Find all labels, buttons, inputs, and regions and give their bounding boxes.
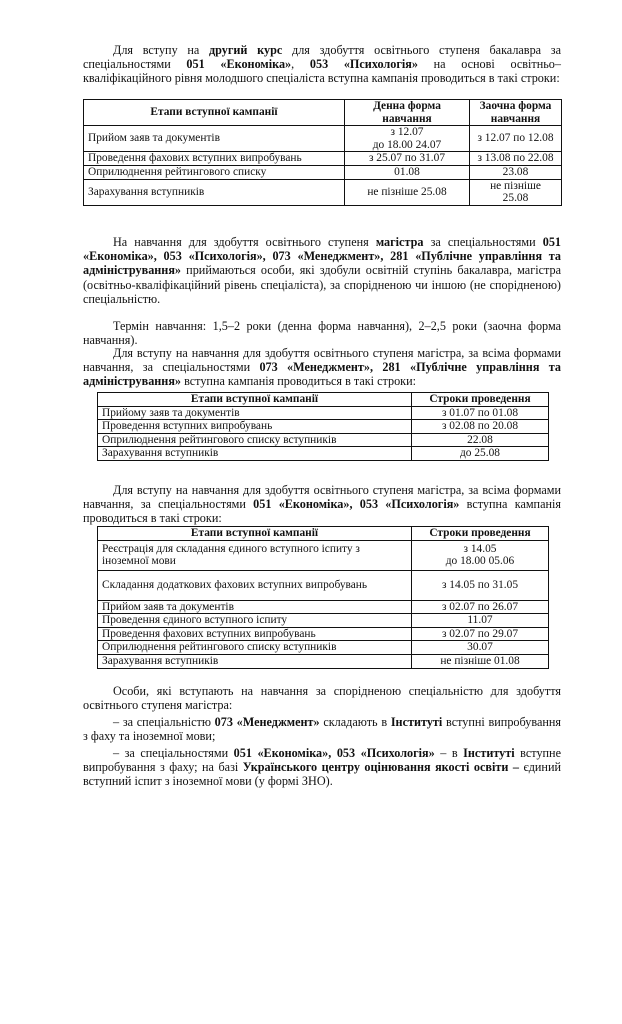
specialties-list: 051 «Економіка», 053 «Психологія» (253, 497, 460, 512)
text: На навчання для здобуття освітнього ступеня (113, 235, 376, 249)
cell-stage: Проведення фахових вступних випробувань (84, 152, 345, 166)
table-row (98, 540, 549, 570)
text: , (291, 57, 310, 72)
text: Особи, які вступають на навчання за спорідненою спеціальністю для здобуття освітнього ступеня магістра: (83, 684, 561, 713)
text: Термін навчання: 1,5–2 роки (денна форма навчання), 2–2,5 роки (заочна форма навчання). (83, 319, 561, 348)
paragraph-econ-psych-exams (83, 746, 561, 789)
specialties-list: 051 «Економіка», 053 «Психологія», 073 «Менеджмент», 281 «Публічне управління та адміністрування» (83, 235, 561, 278)
table-master-econ-psych-schedule (97, 526, 549, 669)
cell-dates: з 02.08 по 20.08 (412, 420, 549, 434)
text-institute: Інституті (390, 715, 443, 729)
table-row (98, 570, 549, 600)
cell-dates: з 02.07 по 29.07 (412, 627, 549, 641)
table-row (84, 152, 562, 166)
table-header-row (84, 100, 562, 126)
cell-full-time: з 25.07 по 31.07 (345, 152, 470, 166)
table-header-row (98, 393, 549, 407)
table-row (98, 433, 549, 447)
header-full-time: Денна форма навчання (345, 100, 470, 126)
text: – за спеціальностями (113, 746, 234, 760)
table-row (84, 179, 562, 205)
cell-stage: Проведення вступних випробувань (98, 420, 412, 434)
cell-part-time: не пізніше 25.08 (470, 179, 562, 205)
cell-full-time: не пізніше 25.08 (345, 179, 470, 205)
table-master-management-schedule (97, 392, 549, 461)
cell-stage: Прийому заяв та документів (98, 406, 412, 420)
text: Для вступу на навчання для здобуття освітнього ступеня магістра, за всіма формами навчання, за спеціальностями (83, 483, 561, 512)
table-row (98, 447, 549, 461)
table-row (84, 126, 562, 152)
text: єдиний вступний іспит з іноземної мови (у формі ЗНО). (83, 760, 562, 789)
cell-stage: Проведення єдиного вступного іспиту (98, 614, 412, 628)
cell-stage: Складання додаткових фахових вступних випробувань (98, 570, 412, 600)
paragraph-bachelor-second-year (83, 43, 561, 86)
header-stages: Етапи вступної кампанії (84, 100, 345, 126)
text: Для вступу на навчання для здобуття освітнього ступеня магістра, за всіма формами навчання, за спеціальностями (83, 346, 561, 375)
paragraph-master-management (83, 346, 561, 389)
table-row (98, 627, 549, 641)
cell-stage: Прийом заяв та документів (98, 600, 412, 614)
cell-stage: Зарахування вступників (84, 179, 345, 205)
header-stages: Етапи вступної кампанії (98, 527, 412, 541)
header-dates: Строки проведення (412, 527, 549, 541)
paragraph-master-admission (83, 235, 561, 306)
text: за спеціальностями (423, 235, 543, 249)
table-row (98, 406, 549, 420)
cell-dates: з 14.05 до 18.00 05.06 (412, 540, 549, 570)
cell-dates: 11.07 (412, 614, 549, 628)
cell-stage: Зарахування вступників (98, 447, 412, 461)
cell-part-time: з 13.08 по 22.08 (470, 152, 562, 166)
cell-stage: Реєстрація для складання єдиного вступного іспиту з іноземної мови (98, 540, 412, 570)
cell-stage: Оприлюднення рейтингового списку (84, 165, 345, 179)
header-dates: Строки проведення (412, 393, 549, 407)
cell-dates: з 01.07 по 01.08 (412, 406, 549, 420)
text: – за спеціальністю (113, 715, 215, 729)
header-stages: Етапи вступної кампанії (98, 393, 412, 407)
text: – в (434, 746, 464, 760)
text: вступна кампанія проводиться в такі строки: (83, 497, 562, 526)
text-testing-center: Українського центру оцінювання якості освіти – (242, 760, 519, 775)
paragraph-management-exams (83, 715, 561, 743)
text: вступна кампанія проводиться в такі строки: (181, 374, 417, 389)
text: вступні випробування з фаху та іноземної мови; (83, 715, 561, 744)
paragraph-master-economics-psychology (83, 483, 561, 526)
specialties-list: 073 «Менеджмент», 281 «Публічне управління та адміністрування» (83, 360, 561, 389)
text: для здобуття освітнього ступеня бакалавра за спеціальностями (83, 43, 561, 72)
cell-part-time: 23.08 (470, 165, 562, 179)
table-row (98, 654, 549, 668)
specialty-economics: 051 «Економіка» (186, 57, 292, 72)
text-bold: другий курс (209, 43, 283, 57)
table-row (98, 641, 549, 655)
cell-stage: Прийом заяв та документів (84, 126, 345, 152)
text: вступне випробування з фаху; на базі (83, 746, 561, 775)
table-row (98, 420, 549, 434)
table-header-row (98, 527, 549, 541)
table-row (98, 614, 549, 628)
specialties-list: 051 «Економіка», 053 «Психологія» (233, 746, 435, 760)
text-institute: Інституті (463, 746, 515, 760)
header-part-time: Заочна форма навчання (470, 100, 562, 126)
cell-dates: з 02.07 по 26.07 (412, 600, 549, 614)
paragraph-study-duration (83, 319, 561, 347)
cell-dates: 30.07 (412, 641, 549, 655)
text: Для вступу на (113, 43, 209, 57)
specialty-management: 073 «Менеджмент» (214, 715, 320, 729)
cell-stage: Оприлюднення рейтингового списку вступників (98, 433, 412, 447)
cell-dates: не пізніше 01.08 (412, 654, 549, 668)
paragraph-related-specialty (83, 684, 561, 712)
cell-dates: до 25.08 (412, 447, 549, 461)
specialty-psychology: 053 «Психологія» (309, 57, 418, 72)
cell-dates: з 14.05 по 31.05 (412, 570, 549, 600)
cell-stage: Оприлюднення рейтингового списку вступників (98, 641, 412, 655)
cell-dates: 22.08 (412, 433, 549, 447)
cell-part-time: з 12.07 по 12.08 (470, 126, 562, 152)
text: складають в (319, 715, 391, 729)
table-bachelor-schedule (83, 99, 562, 206)
table-row (98, 600, 549, 614)
text: приймаються особи, які здобули освітній ступінь бакалавра, магістра (освітньо-кваліфікаційний рівень спеціаліста), за спорідненою чи іншою (не спорідненою) спеціальністю. (83, 263, 561, 306)
cell-stage: Зарахування вступників (98, 654, 412, 668)
cell-stage: Проведення фахових вступних випробувань (98, 627, 412, 641)
cell-full-time: 01.08 (345, 165, 470, 179)
table-row (84, 165, 562, 179)
cell-full-time: з 12.07 до 18.00 24.07 (345, 126, 470, 152)
text-bold: магістра (375, 235, 424, 249)
text: на основі освітньо–кваліфікаційного рівня молодшого спеціаліста вступна кампанія проводиться в такі строки: (83, 57, 561, 86)
